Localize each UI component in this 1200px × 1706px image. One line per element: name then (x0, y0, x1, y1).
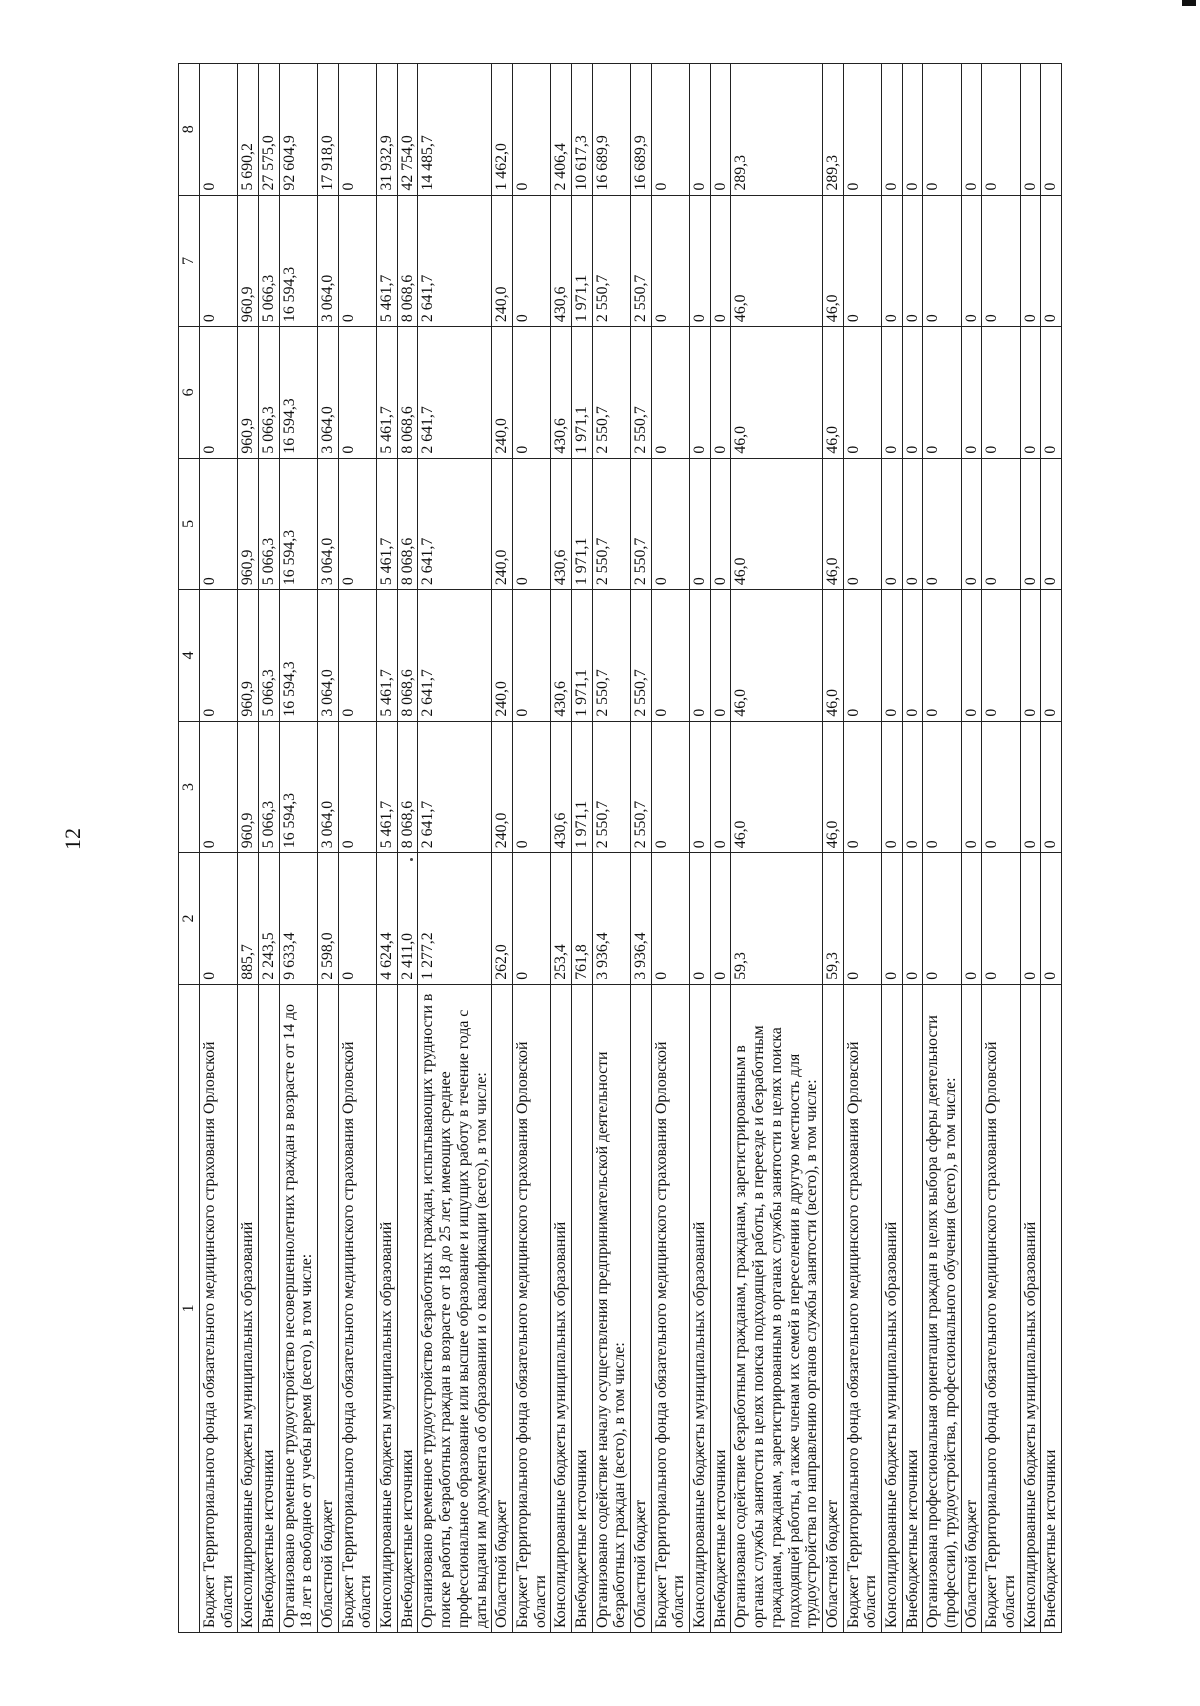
value-cell: 8 068,6 (397, 721, 418, 853)
row-label: Консолидированные бюджеты муниципальных образований (551, 984, 572, 1632)
column-header-5: 5 (179, 458, 200, 590)
value-cell: 0 (982, 721, 1020, 853)
value-cell: 0 (512, 458, 550, 590)
table-row (822, 64, 843, 1633)
value-cell: 42 754,0 (397, 64, 418, 196)
value-cell: 0 (710, 590, 731, 722)
value-cell: 0 (982, 327, 1020, 459)
value-cell: 253,4 (551, 853, 572, 985)
value-cell: 0 (902, 590, 923, 722)
value-cell: 0 (710, 721, 731, 853)
row-label: Внебюджетные источники (710, 984, 731, 1632)
value-cell: 0 (961, 327, 982, 459)
value-cell: 0 (199, 590, 237, 722)
value-cell: 0 (651, 590, 689, 722)
value-cell: 960,9 (238, 195, 259, 327)
value-cell: 240,0 (492, 458, 513, 590)
value-cell: 0 (982, 590, 1020, 722)
row-label: Бюджет Территориального фонда обязательного медицинского страхования Орловской области (982, 984, 1020, 1632)
row-label: Организовано временное трудоустройство безработных граждан, испытывающих трудности в поиске работы, безработных граждан в возрасте от 18 до 25 лет, имеющих среднее профессиональное образование или высшее образование и ищущих работу в течение года с даты выдачи им документа об образовании и о квалификации (всего), в том числе: (418, 984, 492, 1632)
column-header-3: 3 (179, 721, 200, 853)
scan-edge-mark (1182, 0, 1196, 6)
value-cell: 2 641,7 (418, 195, 492, 327)
value-cell: 2 641,7 (418, 590, 492, 722)
value-cell: 2 550,7 (592, 590, 630, 722)
table-row (1020, 64, 1041, 1633)
value-cell: 0 (338, 590, 376, 722)
value-cell: 0 (199, 327, 237, 459)
value-cell: 16 594,3 (279, 721, 317, 853)
column-header-8: 8 (179, 64, 200, 196)
value-cell: 46,0 (731, 195, 822, 327)
value-cell: 4 624,4 (377, 853, 398, 985)
value-cell: 5 461,7 (377, 590, 398, 722)
value-cell: 0 (902, 195, 923, 327)
table-row (902, 64, 923, 1633)
value-cell: 430,6 (551, 195, 572, 327)
value-cell: 2 641,7 (418, 327, 492, 459)
table-header (179, 64, 200, 1633)
budget-table (178, 63, 1062, 1633)
value-cell: 0 (961, 195, 982, 327)
value-cell: 240,0 (492, 195, 513, 327)
row-label: Внебюджетные источники (902, 984, 923, 1632)
value-cell: 0 (902, 327, 923, 459)
table-row (961, 64, 982, 1633)
row-label: Бюджет Территориального фонда обязательного медицинского страхования Орловской области (512, 984, 550, 1632)
value-cell: 0 (961, 458, 982, 590)
value-cell: 262,0 (492, 853, 513, 985)
value-cell: 0 (1041, 590, 1062, 722)
value-cell: 8 068,6 (397, 195, 418, 327)
value-cell: 46,0 (822, 327, 843, 459)
value-cell: 16 594,3 (279, 458, 317, 590)
row-label: Областной бюджет (822, 984, 843, 1632)
row-label: Организовано содействие началу осуществления предпринимательской деятельности безработных граждан (всего), в том числе: (592, 984, 630, 1632)
value-cell: 2 550,7 (631, 195, 652, 327)
value-cell: 0 (881, 590, 902, 722)
value-cell: 8 068,6 (397, 590, 418, 722)
value-cell: 0 (651, 853, 689, 985)
value-cell: 885,7 (238, 853, 259, 985)
table-row (982, 64, 1020, 1633)
value-cell: 0 (923, 195, 961, 327)
value-cell: 0 (961, 590, 982, 722)
value-cell: 46,0 (822, 458, 843, 590)
table-body (199, 64, 1061, 1633)
rotated-page-content (178, 63, 1196, 1633)
value-cell: 0 (923, 64, 961, 196)
table-row (690, 64, 711, 1633)
table-row (710, 64, 731, 1633)
value-cell: 0 (1020, 195, 1041, 327)
value-cell: 0 (690, 458, 711, 590)
value-cell: 1 971,1 (571, 458, 592, 590)
value-cell: 3 064,0 (318, 195, 339, 327)
value-cell: 0 (710, 64, 731, 196)
value-cell: 3 936,4 (631, 853, 652, 985)
value-cell: 27 575,0 (258, 64, 279, 196)
value-cell: 240,0 (492, 590, 513, 722)
value-cell: 92 604,9 (279, 64, 317, 196)
value-cell: 9 633,4 (279, 853, 317, 985)
value-cell: 46,0 (731, 590, 822, 722)
row-label: Областной бюджет (961, 984, 982, 1632)
value-cell: 0 (710, 458, 731, 590)
table-row (492, 64, 513, 1633)
row-label: Внебюджетные источники (1041, 984, 1062, 1632)
value-cell: 5 690,2 (238, 64, 259, 196)
value-cell: 0 (512, 590, 550, 722)
table-row (397, 64, 418, 1633)
column-header-2: 2 (179, 853, 200, 985)
value-cell: 2 598,0 (318, 853, 339, 985)
value-cell: 0 (512, 721, 550, 853)
value-cell: 0 (690, 853, 711, 985)
value-cell: 0 (690, 721, 711, 853)
table-row (881, 64, 902, 1633)
value-cell: 5 066,3 (258, 327, 279, 459)
value-cell: 0 (1041, 721, 1062, 853)
value-cell: 0 (982, 458, 1020, 590)
page-number: 12 (60, 828, 85, 850)
value-cell: 0 (961, 64, 982, 196)
value-cell: 0 (923, 327, 961, 459)
table-row (731, 64, 822, 1633)
table-row (923, 64, 961, 1633)
value-cell: 0 (902, 721, 923, 853)
value-cell: 0 (338, 853, 376, 985)
value-cell: 0 (690, 64, 711, 196)
value-cell: 46,0 (822, 590, 843, 722)
value-cell: 0 (982, 64, 1020, 196)
row-label: Бюджет Территориального фонда обязательного медицинского страхования Орловской области (651, 984, 689, 1632)
value-cell: 0 (843, 195, 881, 327)
value-cell: 0 (1020, 327, 1041, 459)
column-header-4: 4 (179, 590, 200, 722)
value-cell: 16 594,3 (279, 195, 317, 327)
value-cell: 0 (902, 64, 923, 196)
value-cell: 5 461,7 (377, 721, 398, 853)
value-cell: 0 (923, 721, 961, 853)
value-cell: 1 971,1 (571, 590, 592, 722)
value-cell: 0 (923, 458, 961, 590)
value-cell: 5 461,7 (377, 458, 398, 590)
value-cell: 0 (1020, 721, 1041, 853)
value-cell: 2 550,7 (592, 327, 630, 459)
table-row (551, 64, 572, 1633)
value-cell: 3 064,0 (318, 327, 339, 459)
value-cell: 16 594,3 (279, 590, 317, 722)
value-cell: 1 277,2 (418, 853, 492, 985)
value-cell: 1 971,1 (571, 195, 592, 327)
value-cell: 289,3 (731, 64, 822, 196)
table-row (279, 64, 317, 1633)
value-cell: 16 689,9 (592, 64, 630, 196)
column-header-7: 7 (179, 195, 200, 327)
value-cell: 46,0 (822, 721, 843, 853)
value-cell: 5 066,3 (258, 590, 279, 722)
value-cell: 0 (881, 327, 902, 459)
value-cell: 0 (1041, 853, 1062, 985)
value-cell: 0 (710, 853, 731, 985)
value-cell: 0 (843, 327, 881, 459)
value-cell: 0 (690, 590, 711, 722)
value-cell: 430,6 (551, 327, 572, 459)
value-cell: 0 (710, 327, 731, 459)
row-label: Внебюджетные источники (571, 984, 592, 1632)
value-cell: 46,0 (731, 721, 822, 853)
value-cell: 0 (690, 327, 711, 459)
value-cell: 5 066,3 (258, 721, 279, 853)
value-cell: 0 (651, 327, 689, 459)
value-cell: 46,0 (731, 327, 822, 459)
value-cell: 0 (512, 195, 550, 327)
row-label: Областной бюджет (631, 984, 652, 1632)
value-cell: 2 550,7 (631, 327, 652, 459)
value-cell: 3 064,0 (318, 590, 339, 722)
value-cell: 0 (843, 458, 881, 590)
row-label: Внебюджетные источники (397, 984, 418, 1632)
table-row (592, 64, 630, 1633)
row-label: Консолидированные бюджеты муниципальных образований (238, 984, 259, 1632)
value-cell: 960,9 (238, 458, 259, 590)
value-cell: 0 (881, 64, 902, 196)
value-cell: 0 (512, 64, 550, 196)
row-label: Консолидированные бюджеты муниципальных образований (1020, 984, 1041, 1632)
value-cell: 0 (651, 64, 689, 196)
value-cell: 0 (843, 853, 881, 985)
value-cell: 0 (961, 853, 982, 985)
value-cell: 0 (881, 458, 902, 590)
row-label: Бюджет Территориального фонда обязательного медицинского страхования Орловской области (338, 984, 376, 1632)
table-row (1041, 64, 1062, 1633)
value-cell: 31 932,9 (377, 64, 398, 196)
table-row (843, 64, 881, 1633)
value-cell: 0 (199, 853, 237, 985)
value-cell: 430,6 (551, 590, 572, 722)
table-row (338, 64, 376, 1633)
value-cell: 0 (338, 458, 376, 590)
value-cell: 3 936,4 (592, 853, 630, 985)
row-label: Внебюджетные источники (258, 984, 279, 1632)
value-cell: 8 068,6 (397, 327, 418, 459)
value-cell: 0 (1041, 327, 1062, 459)
row-label: Областной бюджет (492, 984, 513, 1632)
column-number-row (179, 64, 200, 1633)
value-cell: 1 462,0 (492, 64, 513, 196)
value-cell: 0 (881, 721, 902, 853)
value-cell: 0 (651, 195, 689, 327)
value-cell: 0 (338, 195, 376, 327)
value-cell: 430,6 (551, 458, 572, 590)
value-cell: 0 (512, 853, 550, 985)
value-cell: 16 689,9 (631, 64, 652, 196)
value-cell: 0 (881, 853, 902, 985)
value-cell: 3 064,0 (318, 721, 339, 853)
row-label: Областной бюджет (318, 984, 339, 1632)
value-cell: 2 550,7 (592, 721, 630, 853)
value-cell: 0 (923, 853, 961, 985)
value-cell: 2 641,7 (418, 458, 492, 590)
value-cell: 0 (1020, 64, 1041, 196)
value-cell: 59,3 (731, 853, 822, 985)
value-cell: 5 066,3 (258, 195, 279, 327)
value-cell: 0 (338, 327, 376, 459)
value-cell: 0 (902, 853, 923, 985)
value-cell: 59,3 (822, 853, 843, 985)
column-header-1: 1 (179, 984, 200, 1632)
value-cell: 8 068,6 (397, 458, 418, 590)
value-cell: 0 (843, 721, 881, 853)
value-cell: 5 066,3 (258, 458, 279, 590)
value-cell: 0 (338, 64, 376, 196)
row-label: Организовано содействие безработным гражданам, гражданам, зарегистрированным в органах службы занятости в целях поиска подходящей работы, в переезде и безработным гражданам, гражданам, зарегистрированным в органах службы занятости в целях поиска подходящей работы, а также членам их семей в переселении в другую местность для трудоустройства по направлению органов службы занятости (всего), в том числе: (731, 984, 822, 1632)
value-cell: 0 (651, 721, 689, 853)
table-row (318, 64, 339, 1633)
value-cell: 0 (199, 64, 237, 196)
value-cell: 14 485,7 (418, 64, 492, 196)
value-cell: 10 617,3 (571, 64, 592, 196)
value-cell: 0 (902, 458, 923, 590)
value-cell: 0 (1041, 195, 1062, 327)
table-row (631, 64, 652, 1633)
row-label: Организована профессиональная ориентация граждан в целях выбора сферы деятельности (профессии), трудоустройства, профессионального обучения (всего), в том числе: (923, 984, 961, 1632)
value-cell: 289,3 (822, 64, 843, 196)
value-cell: 0 (199, 721, 237, 853)
value-cell: 0 (690, 195, 711, 327)
table-row (238, 64, 259, 1633)
value-cell: 3 064,0 (318, 458, 339, 590)
value-cell: 17 918,0 (318, 64, 339, 196)
row-label: Организовано временное трудоустройство несовершеннолетних граждан в возрасте от 14 до 18 лет в свободное от учебы время (всего), в том числе: (279, 984, 317, 1632)
value-cell: 0 (843, 64, 881, 196)
table-row (418, 64, 492, 1633)
value-cell: 0 (982, 195, 1020, 327)
value-cell: 0 (923, 590, 961, 722)
value-cell: 1 971,1 (571, 327, 592, 459)
table-row (651, 64, 689, 1633)
value-cell: 761,8 (571, 853, 592, 985)
value-cell: 960,9 (238, 590, 259, 722)
value-cell: 0 (1020, 458, 1041, 590)
row-label: Консолидированные бюджеты муниципальных образований (881, 984, 902, 1632)
value-cell: 2 641,7 (418, 721, 492, 853)
table-row (512, 64, 550, 1633)
value-cell: 960,9 (238, 327, 259, 459)
value-cell: 0 (1020, 853, 1041, 985)
value-cell: 0 (843, 590, 881, 722)
value-cell: 240,0 (492, 721, 513, 853)
value-cell: 2 243,5 (258, 853, 279, 985)
row-label: Консолидированные бюджеты муниципальных образований (690, 984, 711, 1632)
row-label: Бюджет Территориального фонда обязательного медицинского страхования Орловской области (843, 984, 881, 1632)
value-cell: 2 550,7 (592, 195, 630, 327)
value-cell: 5 461,7 (377, 327, 398, 459)
value-cell: 2 550,7 (631, 458, 652, 590)
value-cell: 2 550,7 (631, 721, 652, 853)
table-row (571, 64, 592, 1633)
value-cell: 0 (651, 458, 689, 590)
value-cell: 0 (881, 195, 902, 327)
table-row (258, 64, 279, 1633)
value-cell: 46,0 (822, 195, 843, 327)
table-row (199, 64, 237, 1633)
value-cell: 1 971,1 (571, 721, 592, 853)
value-cell: 0 (961, 721, 982, 853)
value-cell: 0 (338, 721, 376, 853)
value-cell: 2 411,0 (397, 853, 418, 985)
value-cell: 0 (1041, 458, 1062, 590)
value-cell: 2 550,7 (592, 458, 630, 590)
value-cell: 16 594,3 (279, 327, 317, 459)
value-cell: 2 406,4 (551, 64, 572, 196)
row-label: Консолидированные бюджеты муниципальных образований (377, 984, 398, 1632)
value-cell: 2 550,7 (631, 590, 652, 722)
value-cell: 0 (199, 195, 237, 327)
value-cell: 5 461,7 (377, 195, 398, 327)
value-cell: 0 (199, 458, 237, 590)
value-cell: 0 (512, 327, 550, 459)
value-cell: 46,0 (731, 458, 822, 590)
row-label: Бюджет Территориального фонда обязательного медицинского страхования Орловской области (199, 984, 237, 1632)
value-cell: 430,6 (551, 721, 572, 853)
value-cell: 0 (710, 195, 731, 327)
value-cell: 960,9 (238, 721, 259, 853)
value-cell: 240,0 (492, 327, 513, 459)
value-cell: 0 (982, 853, 1020, 985)
value-cell: 0 (1041, 64, 1062, 196)
table-row (377, 64, 398, 1633)
value-cell: 0 (1020, 590, 1041, 722)
column-header-6: 6 (179, 327, 200, 459)
